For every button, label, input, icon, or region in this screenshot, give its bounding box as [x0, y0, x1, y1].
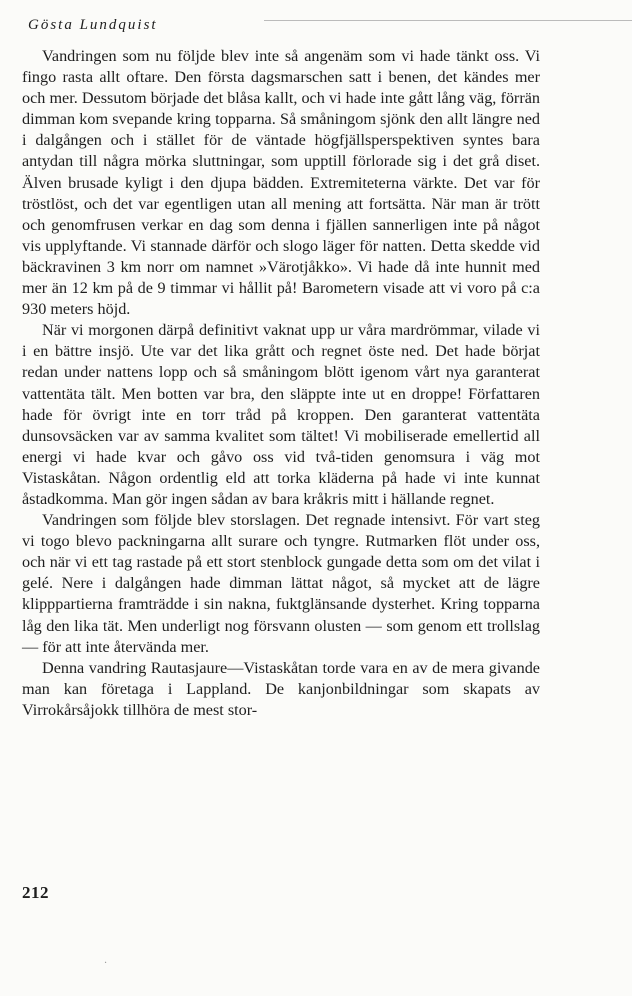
paragraph-1: Vandringen som nu följde blev inte så angenäm som vi hade tänkt oss. Vi fingo rasta allt oftare. Den första dagsmarschen satt i benen, det kändes mer och mer. Dessutom började det blåsa kallt, och vi hade inte gått lång väg, förrän dimman kom svepande kring topparna. Så småningom sjönk den allt längre ned i dalgången och i stället för de väntade högfjällsperspektiven syntes bara antydan till några mörka sluttningar, som upptill förlorade sig i det grå diset. Älven brusade kyligt i den djupa bädden. Extremiteterna värkte. Det var för tröstlöst, och det var egentligen utan all mening att fortsätta. När man är trött och genomfrusen verkar en dag som denna i fjällen sannerligen inte på något vis upplyftande. Vi stannade därför och slogo läger för natten. Detta skedde vid bäckravinen 3 km norr om namnet »Värotjåkko». Vi hade då inte hunnit med mer än 12 km på de 9 timmar vi hållit på! Barometern visade att vi voro på c:a 930 meters höjd. — [22, 47, 540, 319]
page-number: 212 — [22, 883, 49, 902]
body-text — [22, 46, 540, 721]
paper-speck: · — [104, 958, 108, 969]
header-rule — [264, 20, 632, 21]
paragraph-2: När vi morgonen därpå definitivt vaknat upp ur våra mardrömmar, vilade vi i en bättre insjö. Ute var det lika grått och regnet öste ned. Det hade börjat redan under nattens lopp och så småningom blött igenom vårt nya garanterat vattentäta tält. Men botten var bra, den släppte inte ut en droppe! Författaren hade för övrigt inte en torr tråd på kroppen. Den garanterat vattentäta dunsovsäcken var av samma kvalitet som tältet! Vi mobiliserade emellertid all energi vi hade kvar och gåvo oss vid två-tiden genomsura i väg mot Vistaskåtan. Någon ordentlig eld att torka kläderna på hade vi inte kunnat åstadkomma. Man gör ingen sådan av bara kråkris mitt i hällande regnet. — [22, 321, 540, 508]
running-head: Gösta Lundquist — [28, 17, 158, 33]
paragraph-4: Denna vandring Rautasjaure—Vistaskåtan torde vara en av de mera givande man kan företaga i Lappland. De kanjonbildningar som skapats av Virrokårsåjokk tillhöra de mest stor- — [22, 658, 540, 719]
page-header — [28, 12, 632, 38]
paragraph-3: Vandringen som följde blev storslagen. Det regnade intensivt. För vart steg vi togo blevo packningarna allt surare och tyngre. Rutmarken flöt under oss, och när vi ett tag rastade på ett stort stenblock gungade detta som om det vilat i gelé. Nere i dalgången hade dimman lättat något, så mycket att de lägre klipppartierna framträdde i sin nakna, fuktglänsande dysterhet. Kring topparna låg den lika tät. Men underligt nog försvann olusten — som genom ett trollslag — för att inte återvända mer. — [22, 511, 540, 656]
